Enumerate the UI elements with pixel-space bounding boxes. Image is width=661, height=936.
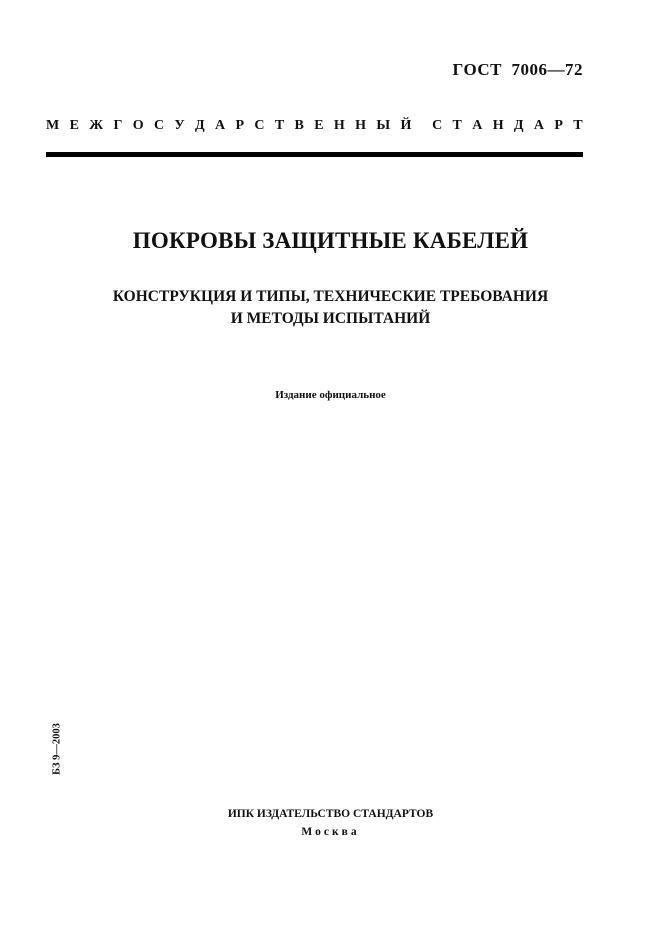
header-letter: Т xyxy=(452,118,462,133)
subtitle-line-1: КОНСТРУКЦИЯ И ТИПЫ, ТЕХНИЧЕСКИЕ ТРЕБОВАНИЯ xyxy=(112,288,549,305)
header-letter: Н xyxy=(333,118,345,133)
header-letter: С xyxy=(432,118,443,133)
header-letter: С xyxy=(254,118,265,133)
header-letter: А xyxy=(533,118,545,133)
header-letter: А xyxy=(215,118,226,133)
interstate-standard-header xyxy=(46,118,583,134)
header-letter: Ы xyxy=(376,118,391,133)
standard-code: ГОСТ 7006—72 xyxy=(452,60,583,79)
side-note-text: БЗ 9—2003 xyxy=(51,723,63,775)
header-letter: О xyxy=(132,118,144,133)
side-note xyxy=(48,716,66,782)
header-letter: М xyxy=(46,118,60,133)
publisher-name: ИПК ИЗДАТЕЛЬСТВО СТАНДАРТОВ xyxy=(227,808,434,820)
header-letter: Е xyxy=(314,118,324,133)
header-letter: Е xyxy=(69,118,79,133)
subtitle-line-2: И МЕТОДЫ ИСПЫТАНИЙ xyxy=(230,310,431,327)
header-letter: Д xyxy=(195,118,205,133)
header-letter: Н xyxy=(355,118,367,133)
header-letter: Т xyxy=(274,118,285,133)
header-letter: Д xyxy=(513,118,524,133)
header-letter: Р xyxy=(554,118,563,133)
header-letter: Ж xyxy=(89,118,104,133)
header-letter: С xyxy=(153,118,165,133)
header-letter: Т xyxy=(573,118,583,133)
header-letter: Н xyxy=(492,118,504,133)
header-letter: Й xyxy=(400,118,412,133)
header-letter: А xyxy=(472,118,483,133)
header-letter: Р xyxy=(235,118,245,133)
header-letter: В xyxy=(294,118,304,133)
document-subtitle xyxy=(0,286,661,330)
publisher-city: Москва xyxy=(301,826,360,838)
document-title: ПОКРОВЫ ЗАЩИТНЫЕ КАБЕЛЕЙ xyxy=(132,228,529,253)
header-letter: Г xyxy=(113,118,123,133)
header-rule-divider xyxy=(46,152,583,157)
edition-label: Издание официальное xyxy=(275,389,386,401)
header-letter: У xyxy=(174,118,185,133)
